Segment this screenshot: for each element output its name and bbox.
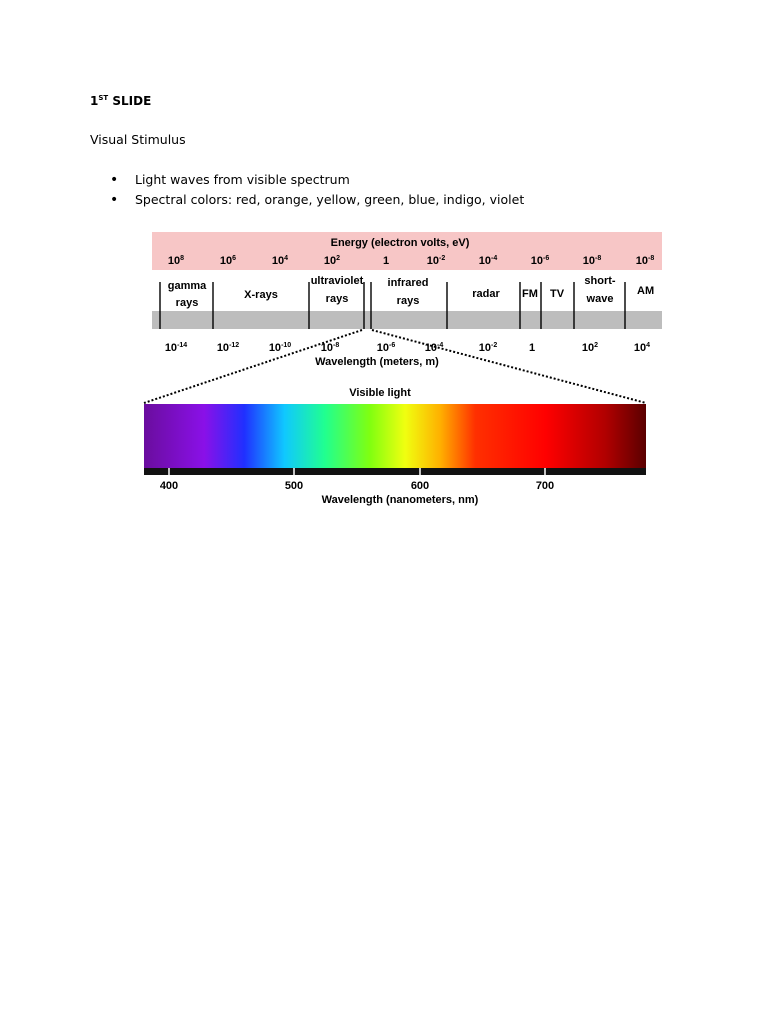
energy-tick-label: $10^8$ [167, 255, 185, 267]
spectrum-gray-bar [152, 311, 662, 329]
wavelength-tick-label: $10^{-6}$ [376, 342, 396, 354]
nm-tick-label: 400 [159, 480, 179, 492]
slide-title-word: SLIDE [108, 94, 152, 108]
energy-tick-label: $10^6$ [219, 255, 237, 267]
electromagnetic-spectrum-figure [140, 226, 680, 520]
energy-title: Energy (electron volts, eV) [330, 237, 470, 249]
wavelength-tick-label: $10^{-12}$ [216, 342, 240, 354]
energy-tick-label: $10^{-4}$ [478, 255, 498, 267]
energy-tick-label: 1 [382, 255, 390, 267]
wavelength-tick-label: $10^{-4}$ [424, 342, 444, 354]
band-label: gamma [167, 280, 207, 292]
band-label: rays [396, 295, 420, 307]
visible-light-title: Visible light [349, 387, 411, 399]
wavelength-tick-label: $10^{-8}$ [320, 342, 340, 354]
bullet-list [110, 170, 524, 210]
spectrum-diagram [140, 226, 680, 516]
energy-tick-label: $10^2$ [323, 255, 341, 267]
nm-tick-label: 700 [535, 480, 555, 492]
visible-spectrum-gradient [144, 404, 646, 468]
band-label: radar [472, 288, 500, 300]
wavelength-tick-label: $10^{-14}$ [164, 342, 188, 354]
energy-tick-label: $10^{-8}$ [582, 255, 602, 267]
band-label: TV [549, 288, 565, 300]
wavelength-tick-label: $10^2$ [581, 342, 599, 354]
energy-tick-label: $10^{-8}$ [635, 255, 655, 267]
wavelength-tick-labels [165, 342, 650, 354]
slide-title-suffix: ST [98, 94, 109, 102]
nm-tick-labels [160, 480, 554, 492]
wavelength-tick-label: $10^{-10}$ [268, 342, 292, 354]
band-label: rays [175, 297, 199, 309]
band-label: rays [325, 293, 349, 305]
energy-tick-label: $10^{-6}$ [530, 255, 550, 267]
band-label: infrared [387, 277, 429, 289]
slide-subtitle: Visual Stimulus [90, 132, 186, 147]
wavelength-title: Wavelength (meters, m) [315, 356, 439, 368]
band-label: ultraviolet [310, 275, 364, 287]
wavelength-tick-label: 1 [528, 342, 536, 354]
energy-tick-label: $10^4$ [271, 255, 289, 267]
wavelength-tick-label: $10^{-2}$ [478, 342, 498, 354]
nm-title: Wavelength (nanometers, nm) [321, 494, 479, 506]
bullet-item: • Spectral colors: red, orange, yellow, green, blue, indigo, violet [110, 190, 524, 210]
nm-tick-label: 600 [410, 480, 430, 492]
wavelength-tick-label: $10^4$ [633, 342, 651, 354]
nm-tick-label: 500 [284, 480, 304, 492]
band-labels [168, 275, 654, 309]
band-label: FM [522, 288, 538, 300]
band-label: wave [586, 293, 614, 305]
nm-axis-bar [144, 468, 646, 475]
bullet-item: • Light waves from visible spectrum [110, 170, 524, 190]
band-label: short- [584, 275, 616, 287]
slide-title-number: 1 [90, 94, 99, 108]
band-label: AM [637, 285, 655, 297]
energy-tick-label: $10^{-2}$ [426, 255, 446, 267]
band-label: X-rays [244, 289, 278, 301]
slide-title [90, 94, 151, 108]
